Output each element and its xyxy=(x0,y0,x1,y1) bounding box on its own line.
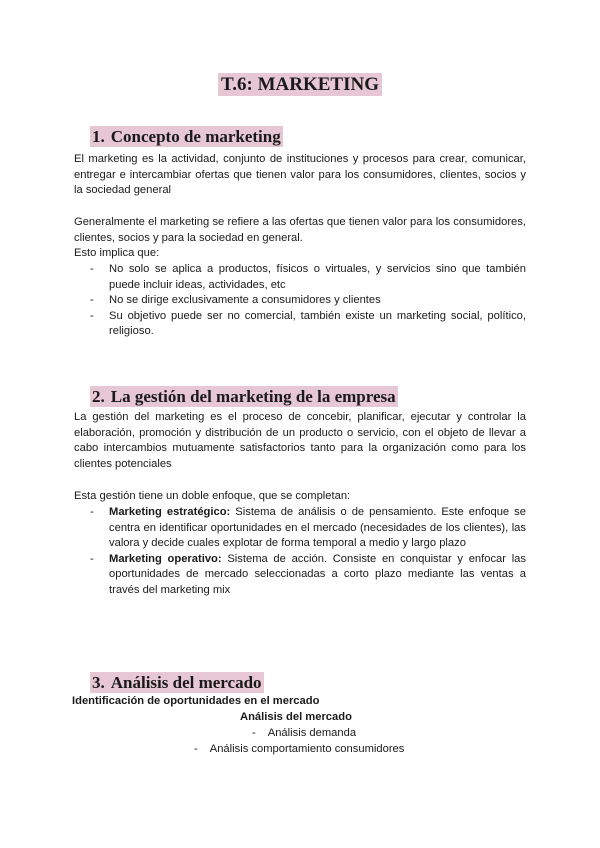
section-2-paragraph-2: Esta gestión tiene un doble enfoque, que se completan: xyxy=(74,490,351,502)
dash-bullet: - xyxy=(90,294,94,307)
section-1-list xyxy=(74,262,526,340)
list-item xyxy=(74,262,526,293)
list-item-text: No se dirige exclusivamente a consumidores y clientes xyxy=(109,294,381,307)
list-item xyxy=(74,505,526,552)
list-item-text: Análisis demanda xyxy=(267,727,357,739)
list-item-text: No solo se aplica a productos, físicos o virtuales, y servicios sino que también puede incluir ideas, actividades, etc xyxy=(109,263,526,291)
dash-bullet: - xyxy=(90,552,94,565)
section-3-subheading-2: Análisis del mercado xyxy=(240,711,352,723)
list-item xyxy=(74,552,526,599)
section-1-number: 1. xyxy=(92,127,105,146)
list-item xyxy=(74,293,526,309)
list-item-text: Sistema de análisis o de pensamiento. Este enfoque se centra en identificar oportunidades en el mercado (necesidades de los clientes), las valora y decide cuales explotar de forma temporal a medio y largo plazo xyxy=(109,506,526,550)
section-1-title: Concepto de marketing xyxy=(110,127,281,146)
section-3-subheading-1: Identificación de oportunidades en el mercado xyxy=(72,695,320,707)
dash-bullet: - xyxy=(90,506,94,518)
dash-bullet: - xyxy=(194,743,198,755)
document-title xyxy=(0,74,600,96)
list-item xyxy=(194,742,404,758)
section-2-number: 2. xyxy=(92,387,105,406)
list-item xyxy=(252,726,356,742)
section-2-paragraph-1: La gestión del marketing es el proceso de concebir, planificar, ejecutar y controlar la elaboración, promoción y distribución de un producto o servicio, con el objeto de llevar a cabo intercambios mutuamente satisfactorios tanto para la organización como para los clientes potenciales xyxy=(74,411,526,470)
dash-bullet: - xyxy=(90,263,94,275)
section-3-heading xyxy=(90,672,264,693)
section-2-heading xyxy=(90,386,398,407)
section-1-paragraph-3: Esto implica que: xyxy=(74,247,160,259)
dash-bullet: - xyxy=(252,727,256,739)
section-2-title: La gestión del marketing de la empresa xyxy=(110,387,396,406)
section-1-heading xyxy=(90,126,283,147)
section-3-number: 3. xyxy=(92,673,105,692)
section-2-list xyxy=(74,505,526,599)
list-item-text: Sistema de acción. Consiste en conquistar y enfocar las oportunidades de mercado seleccionadas a corto plazo mediante las ventas a través del marketing mix xyxy=(109,552,527,596)
list-item-term: Marketing estratégico: xyxy=(109,506,231,518)
list-item-text: Análisis comportamiento consumidores xyxy=(209,743,405,755)
document-title-text: T.6: MARKETING xyxy=(218,73,382,96)
list-item-term: Marketing operativo: xyxy=(109,552,222,565)
section-1-paragraph-1: El marketing es la actividad, conjunto de instituciones y procesos para crear, comunicar, entregar e intercambiar ofertas que tienen valor para los consumidores, clientes, socios y la sociedad general xyxy=(74,153,526,197)
section-1-paragraph-2: Generalmente el marketing se refiere a las ofertas que tienen valor para los consumidores, clientes, socios y para la sociedad en general. xyxy=(74,216,526,244)
list-item xyxy=(74,309,526,340)
list-item-text: Su objetivo puede ser no comercial, también existe un marketing social, político, religioso. xyxy=(109,309,526,338)
section-3-title: Análisis del mercado xyxy=(110,673,262,692)
dash-bullet: - xyxy=(90,309,94,322)
